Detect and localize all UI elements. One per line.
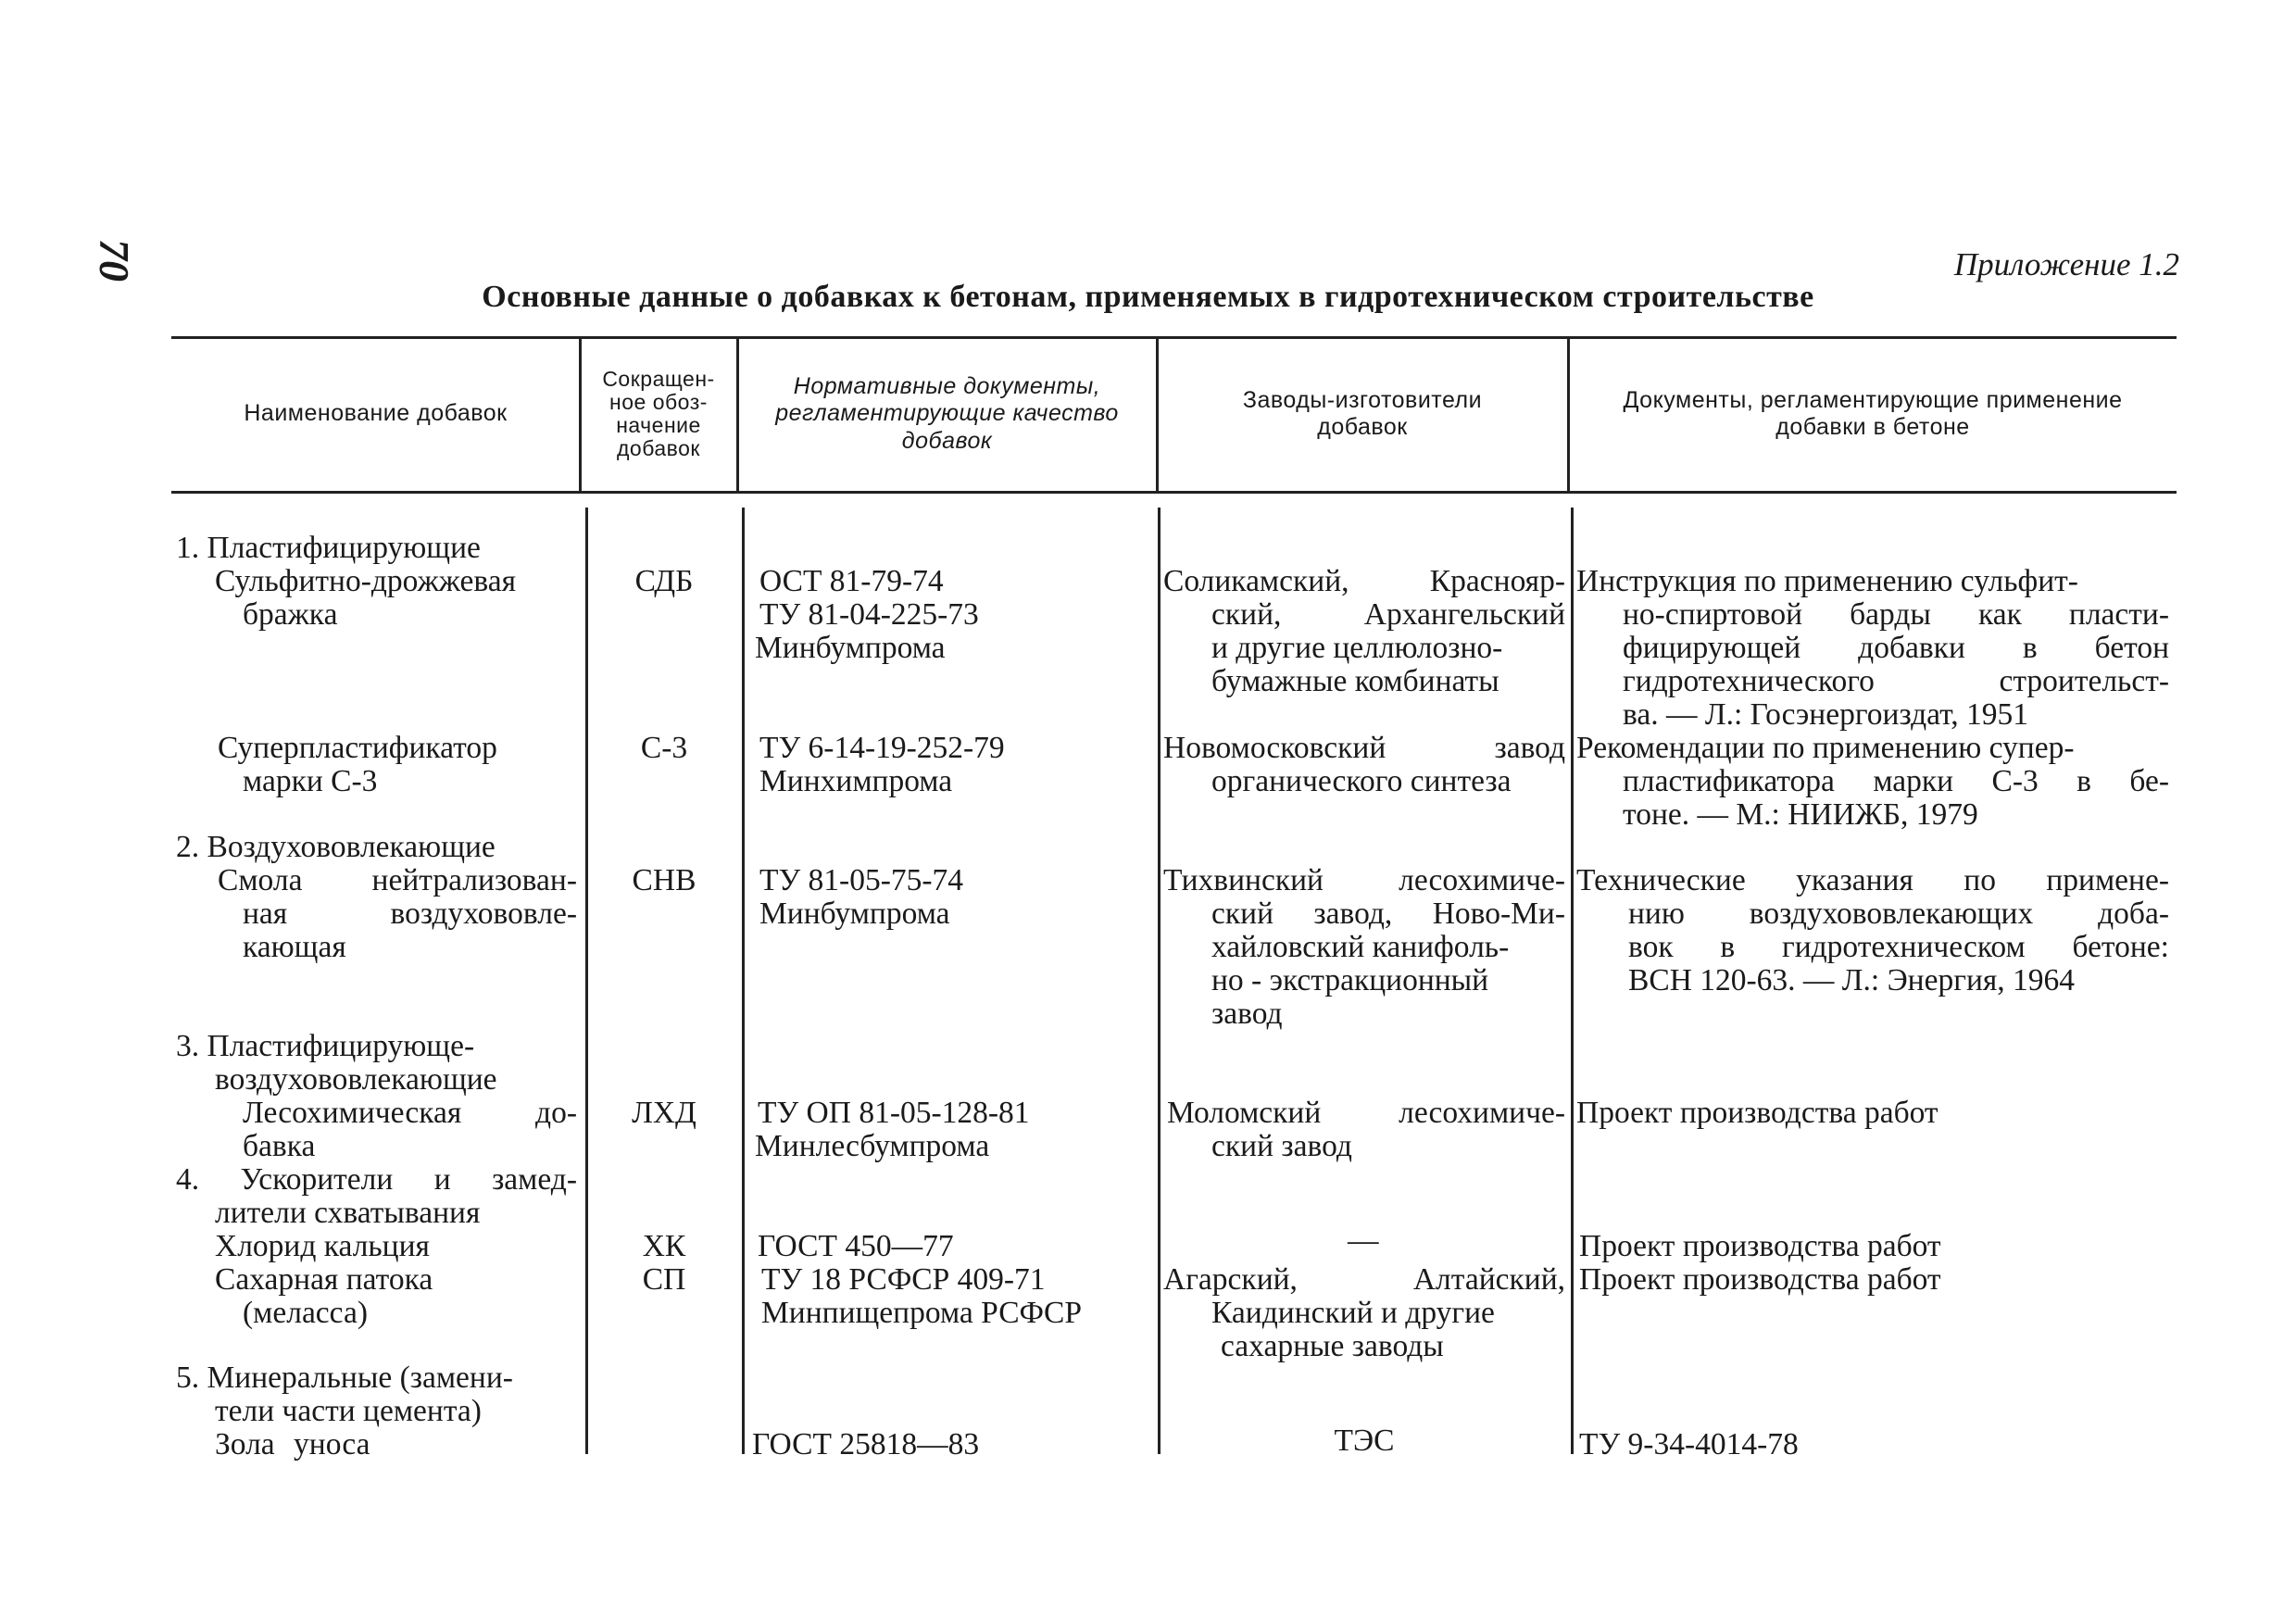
abbreviation: С-3	[640, 731, 688, 765]
manufacturer: и другие целлюлозно-	[1211, 631, 1503, 665]
application-doc: фицирующей добавки в бетон	[1623, 631, 2169, 665]
manufacturer: Новомосковский завод	[1163, 731, 1565, 765]
additive-name: (меласса)	[243, 1296, 368, 1330]
header-normative-docs: Нормативные документы, регламентирующие качество добавок	[775, 373, 1119, 454]
header-bottom-rule	[171, 491, 2177, 494]
table-top-rule	[171, 336, 2177, 339]
application-doc: нию воздухововлекающих доба-	[1628, 897, 2169, 931]
column-divider	[585, 508, 588, 1454]
additive-name: ная воздухововле-	[243, 897, 577, 931]
normative-doc: ГОСТ 450—77	[758, 1229, 954, 1263]
header-manufacturers: Заводы-изготовители добавок	[1242, 386, 1483, 440]
column-divider	[1567, 338, 1570, 491]
application-doc: ТУ 9-34-4014-78	[1579, 1427, 1799, 1461]
normative-doc: ТУ 18 РСФСР 409-71	[761, 1262, 1046, 1297]
group-title: 4. Ускорители и замед-	[176, 1162, 577, 1197]
normative-doc: ОСТ 81-79-74	[759, 564, 944, 598]
page-number: 70	[91, 239, 138, 282]
additive-name: марки С-3	[243, 764, 378, 798]
abbreviation: СП	[642, 1262, 686, 1297]
table-title: Основные данные о добавках к бетонам, применяемых в гидротехническом строительстве	[482, 280, 1814, 314]
application-doc: Проект производства работ	[1579, 1262, 1941, 1297]
additive-name: Сульфитно-дрожжевая	[215, 564, 516, 598]
normative-doc: ТУ 81-05-75-74	[759, 863, 964, 897]
application-doc: пластификатора марки С-3 в бе-	[1623, 764, 2169, 798]
normative-doc: Минпищепрома РСФСР	[761, 1296, 1082, 1330]
group-title: 5. Минеральные (замени-	[176, 1361, 513, 1395]
appendix-label: Приложение 1.2	[1953, 246, 2179, 282]
application-doc: Проект производства работ	[1579, 1229, 1941, 1263]
header-application-docs: Документы, регламентирующие применение добавки в бетоне	[1623, 386, 2123, 440]
application-doc: Инструкция по применению сульфит-	[1576, 564, 2078, 598]
column-divider	[579, 338, 582, 491]
abbreviation: ХК	[642, 1229, 686, 1263]
manufacturer: завод	[1211, 997, 1283, 1031]
manufacturer: ский завод	[1211, 1129, 1352, 1163]
manufacturer: ский, Архангельский	[1211, 597, 1565, 632]
normative-doc: ТУ ОП 81-05-128-81	[758, 1096, 1030, 1130]
manufacturer: хайловский канифоль-	[1211, 930, 1510, 964]
manufacturer: но - экстракционный	[1211, 963, 1489, 997]
normative-doc: ТУ 6-14-19-252-79	[759, 731, 1005, 765]
column-divider	[1158, 508, 1161, 1454]
application-doc: вок в гидротехническом бетоне:	[1628, 930, 2169, 964]
additive-name: Лесохимическая до-	[243, 1096, 577, 1130]
normative-doc: Минхимпрома	[759, 764, 953, 798]
manufacturer: сахарные заводы	[1221, 1329, 1444, 1363]
normative-doc: Минбумпрома	[755, 631, 946, 665]
manufacturer: —	[1348, 1223, 1379, 1258]
additive-name: кающая	[243, 930, 346, 964]
manufacturer: органического синтеза	[1211, 764, 1512, 798]
abbreviation: СНВ	[632, 863, 696, 897]
manufacturer: Агарский, Алтайский,	[1163, 1262, 1565, 1297]
application-doc: но-спиртовой барды как пласти-	[1623, 597, 2169, 632]
application-doc: ВСН 120-63. — Л.: Энергия, 1964	[1628, 963, 2076, 997]
additive-name: Суперпластификатор	[218, 731, 497, 765]
normative-doc: Минлесбумпрома	[755, 1129, 990, 1163]
application-doc: гидротехнического строительст-	[1623, 664, 2169, 698]
group-title: 2. Воздухововлекающие	[176, 830, 496, 864]
manufacturer: Каидинский и другие	[1211, 1296, 1495, 1330]
normative-doc: Минбумпрома	[759, 897, 950, 931]
additive-name: Сахарная патока	[215, 1262, 433, 1297]
normative-doc: ГОСТ 25818—83	[752, 1427, 980, 1461]
group-title: воздухововлекающие	[215, 1062, 497, 1097]
application-doc: Проект производства работ	[1576, 1096, 1938, 1130]
additive-name: бавка	[243, 1129, 316, 1163]
application-doc: ва. — Л.: Госэнергоиздат, 1951	[1623, 697, 2028, 732]
additive-name: бражка	[243, 597, 338, 632]
application-doc: Технические указания по примене-	[1576, 863, 2169, 897]
column-divider	[1571, 508, 1574, 1454]
group-title: 3. Пластифицирующе-	[176, 1029, 475, 1063]
group-title: лители схватывания	[215, 1196, 481, 1230]
manufacturer: Моломский лесохимиче-	[1167, 1096, 1565, 1130]
column-divider	[742, 508, 745, 1454]
abbreviation: СДБ	[634, 564, 694, 598]
application-doc: тоне. — М.: НИИЖБ, 1979	[1623, 797, 1978, 832]
header-name: Наименование добавок	[244, 400, 508, 427]
header-abbreviation: Сокращен- ное обоз- начение добавок	[602, 367, 715, 460]
additive-name: Смола нейтрализован-	[218, 863, 577, 897]
application-doc: Рекомендации по применению супер-	[1576, 731, 2075, 765]
manufacturer: бумажные комбинаты	[1211, 664, 1499, 698]
manufacturer: Тихвинский лесохимиче-	[1163, 863, 1565, 897]
manufacturer: Соликамский, Краснояр-	[1163, 564, 1565, 598]
abbreviation: ЛХД	[632, 1096, 696, 1130]
manufacturer: ТЭС	[1334, 1424, 1395, 1458]
normative-doc: ТУ 81-04-225-73	[759, 597, 979, 632]
additive-name: Зола уноса	[215, 1427, 370, 1461]
column-divider	[736, 338, 739, 491]
manufacturer: ский завод, Ново-Ми-	[1211, 897, 1565, 931]
column-divider	[1156, 338, 1159, 491]
group-title: 1. Пластифицирующие	[176, 531, 481, 565]
group-title: тели части цемента)	[215, 1394, 482, 1428]
additive-name: Хлорид кальция	[215, 1229, 430, 1263]
